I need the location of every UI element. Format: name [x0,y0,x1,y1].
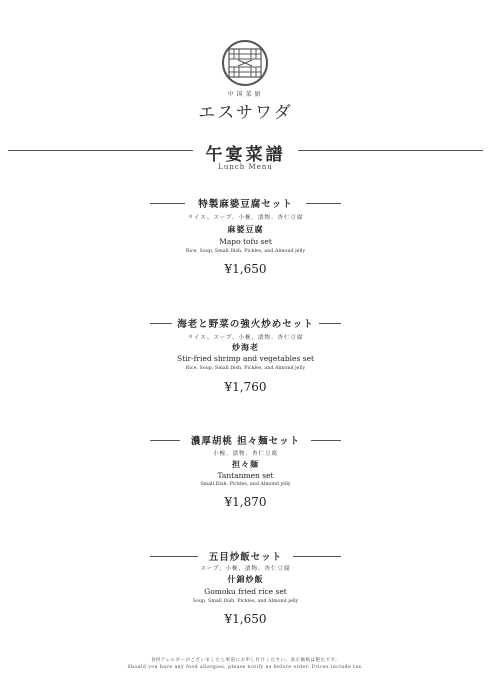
brand-subtitle: 中国菜厨 [227,91,264,98]
price: ¥1,650 [224,262,267,276]
menu-title: 午宴菜譜 [205,145,286,165]
allergy-note-en: Should you have any food allergies, please notify us before order. Prices include tax. [127,665,364,670]
set-name: 五目炒飯セット [208,552,283,563]
allergy-note-jp: 食材アレルギーがございましたら事前にお申し付けください。表示価格は税込です。 [150,658,341,663]
menu-subtitle: Lunch Menu [218,163,273,171]
set-contents-en: Small Dish, Pickles, and Almond jelly [200,482,291,487]
set-contents-en: Rice, Soup, Small Dish, Pickles, and Almond jelly [185,366,306,371]
dish-name-jp: 担々麺 [232,459,259,469]
dish-name-en: Tantanmen set [217,471,274,480]
restaurant-logo-icon [212,33,278,95]
set-contents-jp: ライス、スープ、小椀、漬物、杏仁豆腐 [187,215,304,221]
dish-name-en: Mapo tofu set [219,237,272,246]
price: ¥1,650 [224,612,267,626]
set-name: 海老と野菜の強火炒めセット [177,319,314,330]
dish-name-en: Gomoku fried rice set [204,587,287,596]
dish-name-jp: 什錦炒飯 [227,574,264,584]
dish-name-jp: 麻婆豆腐 [227,224,264,234]
brand-name: エスサワダ [198,103,293,123]
dish-name-jp: 炒海老 [232,342,259,352]
price: ¥1,760 [224,380,267,394]
set-contents-jp: 小椀、漬物、杏仁豆腐 [212,451,278,457]
set-contents-jp: スープ、小椀、漬物、杏仁豆腐 [200,566,291,572]
set-name: 濃厚胡桃 担々麺セット [190,436,301,447]
set-contents-en: Rice, Soup, Small Dish, Pickles, and Almond jelly [185,249,306,254]
set-name: 特製麻婆豆腐セット [198,199,293,210]
set-contents-en: Soup, Small Dish, Pickles, and Almond jelly [192,599,299,604]
set-contents-jp: ライス、スープ、小椀、漬物、杏仁豆腐 [187,335,304,341]
price: ¥1,870 [224,495,267,509]
dish-name-en: Stir-fried shrimp and vegetables set [176,354,315,363]
